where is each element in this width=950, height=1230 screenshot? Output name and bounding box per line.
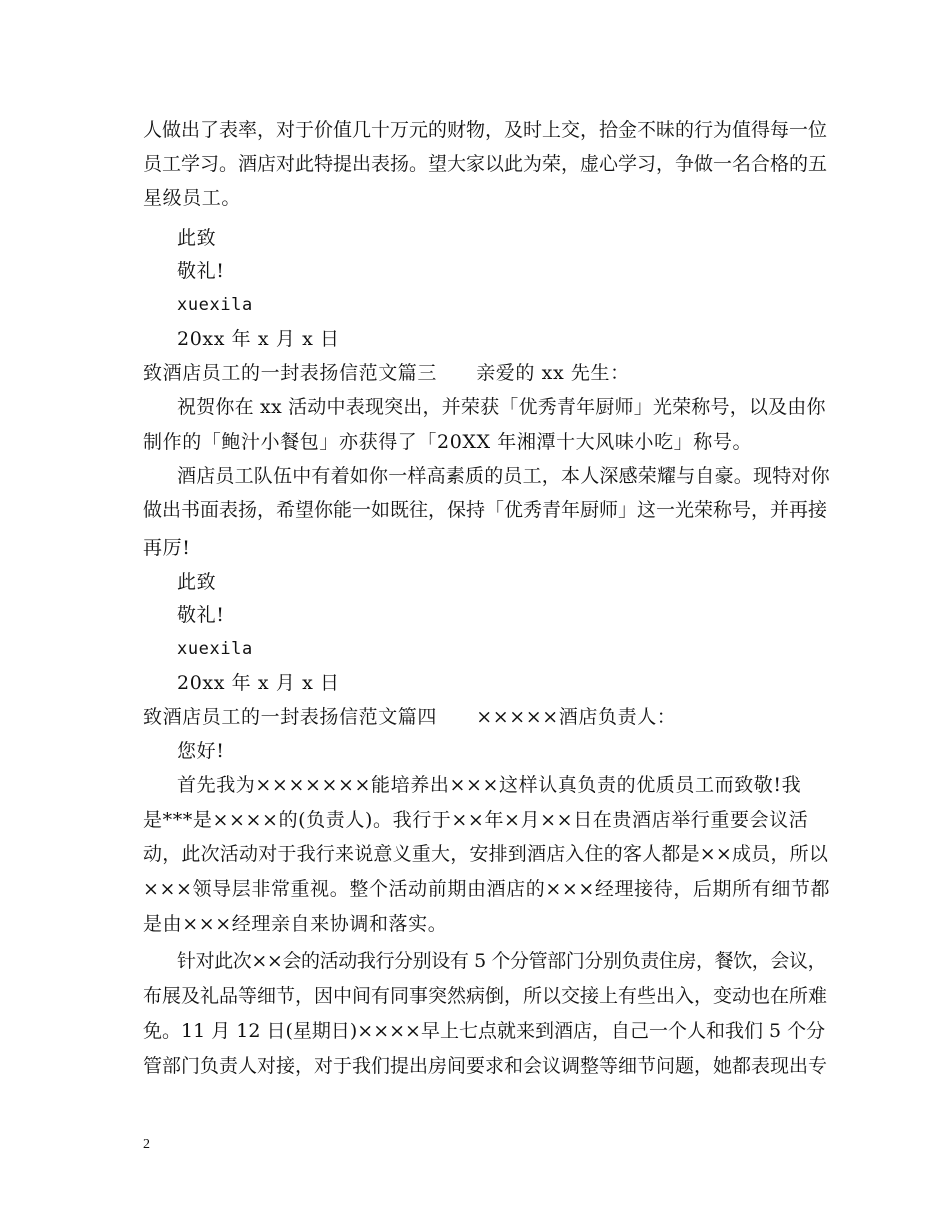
section-heading: 致酒店员工的一封表扬信范文篇四 ×××××酒店负责人： [143, 706, 677, 728]
text-line: ×××领导层非常重视。整个活动前期由酒店的×××经理接待，后期所有细节都 [143, 878, 831, 900]
text-line: 员工学习。酒店对此特提出表扬。望大家以此为荣，虚心学习，争做一名合格的五 [143, 153, 828, 175]
text-line: 再厉! [143, 537, 191, 559]
text-line: 是由×××经理亲自来协调和落实。 [143, 913, 448, 935]
text-line: 动，此次活动对于我行来说意义重大，安排到酒店入住的客人都是××成员，所以 [143, 843, 829, 865]
text-line: 做出书面表扬，希望你能一如既往，保持「优秀青年厨师」这一光荣称号，并再接 [143, 499, 828, 521]
text-line: 是***是××××的(负责人)。我行于××年×月××日在贵酒店举行重要会议活 [143, 809, 809, 831]
greeting: 您好! [177, 740, 225, 762]
text-line: 管部门负责人对接，对于我们提出房间要求和会议调整等细节问题，她都表现出专 [143, 1055, 828, 1077]
date-line: 20xx 年 x 月 x 日 [177, 328, 340, 350]
section-heading: 致酒店员工的一封表扬信范文篇三 亲爱的 xx 先生： [143, 362, 630, 384]
closing-salute: 敬礼! [177, 260, 225, 282]
signature: xuexila [177, 295, 253, 315]
text-line: 人做出了表率，对于价值几十万元的财物，及时上交，拾金不昧的行为值得每一位 [143, 119, 828, 141]
closing-salute: 敬礼! [177, 604, 225, 626]
signature: xuexila [177, 639, 253, 659]
text-line: 酒店员工队伍中有着如你一样高素质的员工，本人深感荣耀与自豪。现特对你 [177, 465, 830, 487]
text-line: 祝贺你在 xx 活动中表现突出，并荣获「优秀青年厨师」光荣称号，以及由你 [177, 396, 826, 418]
closing-line: 此致 [177, 571, 217, 593]
page-number: 2 [143, 1137, 150, 1152]
text-line: 针对此次××会的活动我行分别设有 5 个分管部门分别负责住房，餐饮，会议， [177, 950, 827, 972]
closing-line: 此致 [177, 227, 217, 249]
text-line: 首先我为×××××××能培养出×××这样认真负责的优质员工而致敬!我 [177, 774, 802, 796]
text-line: 布展及礼品等细节，因中间有同事突然病倒，所以交接上有些出入，变动也在所难 [143, 985, 828, 1007]
date-line: 20xx 年 x 月 x 日 [177, 672, 340, 694]
text-line: 制作的「鲍汁小餐包」亦获得了「20XX 年湘潭十大风味小吃」称号。 [143, 431, 753, 453]
text-line: 免。11 月 12 日(星期日)××××早上七点就来到酒店，自己一个人和我们 5 个分 [143, 1020, 826, 1042]
text-line: 星级员工。 [143, 187, 242, 209]
